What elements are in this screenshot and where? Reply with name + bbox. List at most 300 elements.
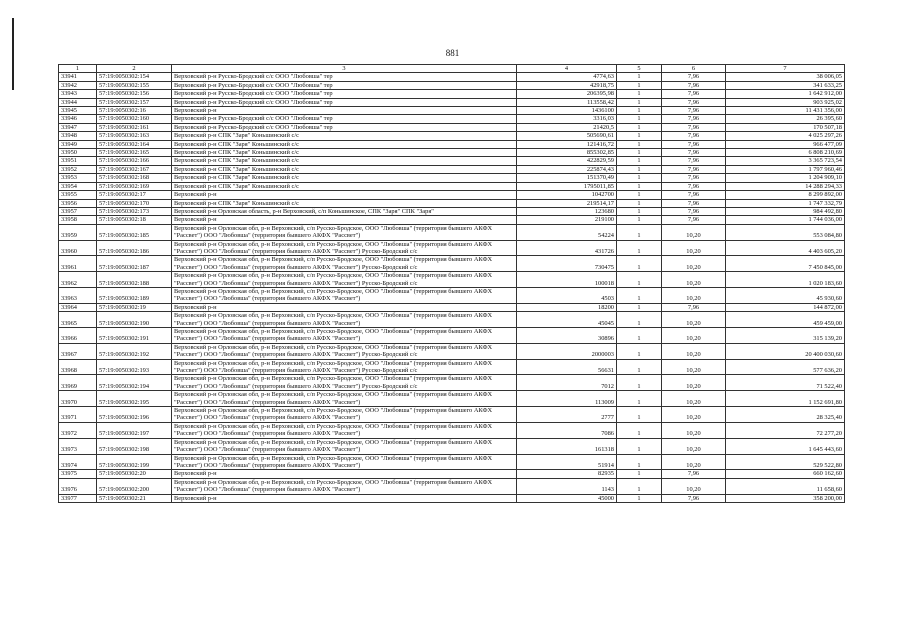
location-cell: Верховский р-н СПК "Заря" Коньшинский с/с: [172, 165, 517, 173]
record-number-cell: 33963: [59, 287, 97, 303]
location-cell: Верховский р-н Орловская обл, р-н Верховский, с/п Русско-Бродское, ООО "Любовша" (территория бывшего АКФХ "Рассвет") ООО "Любовша" (территория бывшего АКФХ "Рассвет") Русско-Бродский с/с: [172, 256, 517, 272]
area-cell: 1436100: [517, 107, 617, 115]
area-cell: 45000: [517, 494, 617, 502]
cadastral-number-cell: 57:19:0050302:187: [97, 256, 172, 272]
cadastral-number-cell: 57:19:0050302:193: [97, 359, 172, 375]
area-cell: 30896: [517, 328, 617, 344]
cadastral-number-cell: 57:19:0050302:157: [97, 98, 172, 106]
cadastral-value-cell: 8 299 892,00: [726, 191, 845, 199]
cadastral-number-cell: 57:19:0050302:154: [97, 73, 172, 81]
cadastral-value-cell: 11 431 356,00: [726, 107, 845, 115]
area-cell: 505690,61: [517, 132, 617, 140]
table-row: [59, 199, 845, 207]
rate-cell: 7,96: [662, 199, 726, 207]
area-cell: 855302,85: [517, 149, 617, 157]
cadastral-value-cell: 144 872,00: [726, 303, 845, 311]
area-cell: 18200: [517, 303, 617, 311]
table-row: [59, 256, 845, 272]
cadastral-value-cell: 45 930,60: [726, 287, 845, 303]
rate-cell: 7,96: [662, 216, 726, 224]
record-number-cell: 33969: [59, 375, 97, 391]
count-cell: 1: [617, 438, 662, 454]
table-row: [59, 165, 845, 173]
area-cell: 730475: [517, 256, 617, 272]
rate-cell: 10,20: [662, 454, 726, 470]
cadastral-number-cell: 57:19:0050302:168: [97, 174, 172, 182]
rate-cell: 10,20: [662, 287, 726, 303]
count-cell: 1: [617, 182, 662, 190]
rate-cell: 10,20: [662, 478, 726, 494]
count-cell: 1: [617, 391, 662, 407]
table-row: [59, 81, 845, 89]
cadastral-number-cell: 57:19:0050302:190: [97, 312, 172, 328]
area-cell: 1143: [517, 478, 617, 494]
header-cell: 7: [726, 65, 845, 73]
cadastral-value-cell: 966 477,09: [726, 140, 845, 148]
count-cell: 1: [617, 470, 662, 478]
table-row: [59, 494, 845, 502]
table-row: [59, 359, 845, 375]
table-row: [59, 191, 845, 199]
record-number-cell: 33948: [59, 132, 97, 140]
record-number-cell: 33951: [59, 157, 97, 165]
location-cell: Верховский р-н: [172, 494, 517, 502]
count-cell: 1: [617, 328, 662, 344]
area-cell: 121416,72: [517, 140, 617, 148]
record-number-cell: 33942: [59, 81, 97, 89]
cadastral-number-cell: 57:19:0050302:191: [97, 328, 172, 344]
count-cell: 1: [617, 149, 662, 157]
area-cell: 206395,98: [517, 90, 617, 98]
header-cell: 4: [517, 65, 617, 73]
table-row: [59, 391, 845, 407]
record-number-cell: 33977: [59, 494, 97, 502]
area-cell: 113558,42: [517, 98, 617, 106]
rate-cell: 7,96: [662, 207, 726, 215]
location-cell: Верховский р-н СПК "Заря" Коньшинский с/с: [172, 182, 517, 190]
table-row: [59, 240, 845, 256]
cadastral-value-cell: 11 658,60: [726, 478, 845, 494]
location-cell: Верховский р-н Орловская обл, р-н Верховский, с/п Русско-Бродское, ООО "Любовша" (территория бывшего АКФХ "Рассвет") ООО "Любовша" (территория бывшего АКФХ "Рассвет") Русско-Бродский с/с: [172, 272, 517, 288]
location-cell: Верховский р-н Орловская обл, р-н Верховский, с/п Русско-Бродское, ООО "Любовша" (территория бывшего АКФХ "Рассвет") ООО "Любовша" (территория бывшего АКФХ "Рассвет"): [172, 407, 517, 423]
cadastral-number-cell: 57:19:0050302:160: [97, 115, 172, 123]
rate-cell: 7,96: [662, 132, 726, 140]
cadastral-value-cell: 7 450 845,00: [726, 256, 845, 272]
cadastral-number-cell: 57:19:0050302:188: [97, 272, 172, 288]
area-cell: 2777: [517, 407, 617, 423]
area-cell: 161318: [517, 438, 617, 454]
cadastral-value-cell: 529 522,80: [726, 454, 845, 470]
cadastral-number-cell: 57:19:0050302:166: [97, 157, 172, 165]
location-cell: Верховский р-н СПК "Заря" Коньшинский с/с: [172, 149, 517, 157]
rate-cell: 7,96: [662, 182, 726, 190]
location-cell: Верховский р-н Русско-Бродский с/с ООО "Любовша" тер: [172, 98, 517, 106]
location-cell: Верховский р-н Орловская обл, р-н Верховский, с/п Русско-Бродское, ООО "Любовша" (территория бывшего АКФХ "Рассвет") ООО "Любовша" (территория бывшего АКФХ "Рассвет"): [172, 312, 517, 328]
cadastral-number-cell: 57:19:0050302:192: [97, 343, 172, 359]
count-cell: 1: [617, 256, 662, 272]
cadastral-value-cell: 26 395,60: [726, 115, 845, 123]
table-row: [59, 140, 845, 148]
location-cell: Верховский р-н СПК "Заря" Коньшинский с/с: [172, 132, 517, 140]
location-cell: Верховский р-н Русско-Бродский с/с ООО "Любовша" тер: [172, 81, 517, 89]
rate-cell: 7,96: [662, 191, 726, 199]
cadastral-value-cell: 1 642 912,00: [726, 90, 845, 98]
rate-cell: 7,96: [662, 90, 726, 98]
cadastral-value-cell: 38 006,05: [726, 73, 845, 81]
area-cell: 4774,63: [517, 73, 617, 81]
table-row: [59, 182, 845, 190]
area-cell: 123680: [517, 207, 617, 215]
cadastral-number-cell: 57:19:0050302:20: [97, 470, 172, 478]
count-cell: 1: [617, 240, 662, 256]
table-body: [59, 65, 845, 503]
table-row: [59, 407, 845, 423]
record-number-cell: 33943: [59, 90, 97, 98]
table-row: [59, 343, 845, 359]
rate-cell: 7,96: [662, 98, 726, 106]
table-row: [59, 90, 845, 98]
cadastral-value-cell: 1 152 691,80: [726, 391, 845, 407]
rate-cell: 10,20: [662, 272, 726, 288]
table-row: [59, 174, 845, 182]
table-row: [59, 98, 845, 106]
count-cell: 1: [617, 287, 662, 303]
rate-cell: 7,96: [662, 303, 726, 311]
count-cell: 1: [617, 165, 662, 173]
cadastral-value-cell: 577 636,20: [726, 359, 845, 375]
record-number-cell: 33945: [59, 107, 97, 115]
cadastral-value-cell: 20 400 030,60: [726, 343, 845, 359]
location-cell: Верховский р-н Орловская обл, р-н Верховский, с/п Русско-Бродское, ООО "Любовша" (территория бывшего АКФХ "Рассвет") ООО "Любовша" (территория бывшего АКФХ "Рассвет"): [172, 454, 517, 470]
table-row: [59, 287, 845, 303]
cadastral-value-cell: 315 139,20: [726, 328, 845, 344]
header-cell: 6: [662, 65, 726, 73]
header-cell: 3: [172, 65, 517, 73]
rate-cell: 10,20: [662, 422, 726, 438]
cadastral-number-cell: 57:19:0050302:156: [97, 90, 172, 98]
area-cell: 1042700: [517, 191, 617, 199]
count-cell: 1: [617, 272, 662, 288]
rate-cell: 7,96: [662, 81, 726, 89]
cadastral-number-cell: 57:19:0050302:200: [97, 478, 172, 494]
record-number-cell: 33965: [59, 312, 97, 328]
cadastral-number-cell: 57:19:0050302:16: [97, 107, 172, 115]
count-cell: 1: [617, 343, 662, 359]
cadastral-number-cell: 57:19:0050302:197: [97, 422, 172, 438]
record-number-cell: 33950: [59, 149, 97, 157]
area-cell: 219100: [517, 216, 617, 224]
cadastral-number-cell: 57:19:0050302:163: [97, 132, 172, 140]
location-cell: Верховский р-н Орловская область, р-н Верховский, с/п Коньшинское, СПК "Заря" СПК "Заря": [172, 207, 517, 215]
area-cell: 100018: [517, 272, 617, 288]
record-number-cell: 33966: [59, 328, 97, 344]
rate-cell: 7,96: [662, 470, 726, 478]
area-cell: 113009: [517, 391, 617, 407]
cadastral-number-cell: 57:19:0050302:185: [97, 224, 172, 240]
cadastral-number-cell: 57:19:0050302:161: [97, 123, 172, 131]
record-number-cell: 33973: [59, 438, 97, 454]
location-cell: Верховский р-н: [172, 107, 517, 115]
area-cell: 1795011,85: [517, 182, 617, 190]
cadastral-number-cell: 57:19:0050302:165: [97, 149, 172, 157]
cadastral-number-cell: 57:19:0050302:169: [97, 182, 172, 190]
count-cell: 1: [617, 216, 662, 224]
cadastral-value-cell: 1 744 036,00: [726, 216, 845, 224]
cadastral-value-cell: 358 200,00: [726, 494, 845, 502]
record-number-cell: 33944: [59, 98, 97, 106]
area-cell: 151370,49: [517, 174, 617, 182]
rate-cell: 10,20: [662, 256, 726, 272]
rate-cell: 10,20: [662, 438, 726, 454]
cadastral-value-cell: 71 522,40: [726, 375, 845, 391]
count-cell: 1: [617, 191, 662, 199]
location-cell: Верховский р-н: [172, 470, 517, 478]
count-cell: 1: [617, 375, 662, 391]
count-cell: 1: [617, 73, 662, 81]
location-cell: Верховский р-н Орловская обл, р-н Верховский, с/п Русско-Бродское, ООО "Любовша" (территория бывшего АКФХ "Рассвет") ООО "Любовша" (территория бывшего АКФХ "Рассвет") Русско-Бродский с/с: [172, 375, 517, 391]
cadastral-value-cell: 341 633,25: [726, 81, 845, 89]
header-cell: 5: [617, 65, 662, 73]
location-cell: Верховский р-н Орловская обл, р-н Верховский, с/п Русско-Бродское, ООО "Любовша" (территория бывшего АКФХ "Рассвет") ООО "Любовша" (территория бывшего АКФХ "Рассвет") Русско-Бродский с/с: [172, 343, 517, 359]
record-number-cell: 33962: [59, 272, 97, 288]
rate-cell: 7,96: [662, 174, 726, 182]
location-cell: Верховский р-н Орловская обл, р-н Верховский, с/п Русско-Бродское, ООО "Любовша" (территория бывшего АКФХ "Рассвет") ООО "Любовша" (территория бывшего АКФХ "Рассвет"): [172, 438, 517, 454]
location-cell: Верховский р-н СПК "Заря" Коньшинский с/с: [172, 157, 517, 165]
table-row: [59, 207, 845, 215]
table-row: [59, 107, 845, 115]
rate-cell: 10,20: [662, 312, 726, 328]
record-number-cell: 33946: [59, 115, 97, 123]
cadastral-value-cell: 4 403 605,20: [726, 240, 845, 256]
table-row: [59, 422, 845, 438]
cadastral-value-cell: 1 020 183,60: [726, 272, 845, 288]
rate-cell: 10,20: [662, 391, 726, 407]
count-cell: 1: [617, 303, 662, 311]
record-number-cell: 33956: [59, 199, 97, 207]
record-number-cell: 33953: [59, 174, 97, 182]
count-cell: 1: [617, 422, 662, 438]
record-number-cell: 33958: [59, 216, 97, 224]
table-row: [59, 224, 845, 240]
cadastral-number-cell: 57:19:0050302:173: [97, 207, 172, 215]
table-row: [59, 132, 845, 140]
count-cell: 1: [617, 224, 662, 240]
record-number-cell: 33947: [59, 123, 97, 131]
cadastral-value-cell: 984 492,80: [726, 207, 845, 215]
record-number-cell: 33960: [59, 240, 97, 256]
area-cell: 3316,03: [517, 115, 617, 123]
location-cell: Верховский р-н Орловская обл, р-н Верховский, с/п Русско-Бродское, ООО "Любовша" (территория бывшего АКФХ "Рассвет") ООО "Любовша" (территория бывшего АКФХ "Рассвет") Русско-Бродский с/с: [172, 359, 517, 375]
cadastral-number-cell: 57:19:0050302:194: [97, 375, 172, 391]
count-cell: 1: [617, 98, 662, 106]
cadastral-number-cell: 57:19:0050302:196: [97, 407, 172, 423]
record-number-cell: 33967: [59, 343, 97, 359]
rate-cell: 10,20: [662, 343, 726, 359]
table-row: [59, 73, 845, 81]
cadastral-number-cell: 57:19:0050302:170: [97, 199, 172, 207]
count-cell: 1: [617, 494, 662, 502]
table-row: [59, 470, 845, 478]
count-cell: 1: [617, 478, 662, 494]
area-cell: 431726: [517, 240, 617, 256]
count-cell: 1: [617, 407, 662, 423]
rate-cell: 7,96: [662, 107, 726, 115]
table-row: [59, 328, 845, 344]
rate-cell: 10,20: [662, 375, 726, 391]
table-row: [59, 454, 845, 470]
record-number-cell: 33941: [59, 73, 97, 81]
location-cell: Верховский р-н: [172, 216, 517, 224]
record-number-cell: 33949: [59, 140, 97, 148]
location-cell: Верховский р-н Русско-Бродский с/с ООО "Любовша" тер: [172, 115, 517, 123]
table-row: [59, 272, 845, 288]
page-number: 881: [445, 48, 460, 58]
rate-cell: 7,96: [662, 149, 726, 157]
count-cell: 1: [617, 199, 662, 207]
cadastral-value-cell: 1 645 443,60: [726, 438, 845, 454]
table-row: [59, 149, 845, 157]
record-number-cell: 33954: [59, 182, 97, 190]
location-cell: Верховский р-н СПК "Заря" Коньшинский с/с: [172, 140, 517, 148]
area-cell: 7086: [517, 422, 617, 438]
record-number-cell: 33955: [59, 191, 97, 199]
area-cell: 7012: [517, 375, 617, 391]
location-cell: Верховский р-н СПК "Заря" Коньшинский с/с: [172, 199, 517, 207]
area-cell: 21420,5: [517, 123, 617, 131]
location-cell: Верховский р-н СПК "Заря" Коньшинский с/с: [172, 174, 517, 182]
cadastral-value-cell: 14 288 294,33: [726, 182, 845, 190]
cadastral-number-cell: 57:19:0050302:195: [97, 391, 172, 407]
area-cell: 2000003: [517, 343, 617, 359]
count-cell: 1: [617, 81, 662, 89]
cadastral-value-cell: 553 084,80: [726, 224, 845, 240]
area-cell: 45045: [517, 312, 617, 328]
cadastral-value-cell: 72 277,20: [726, 422, 845, 438]
cadastral-number-cell: 57:19:0050302:17: [97, 191, 172, 199]
rate-cell: 7,96: [662, 165, 726, 173]
cadastral-number-cell: 57:19:0050302:21: [97, 494, 172, 502]
rate-cell: 7,96: [662, 140, 726, 148]
area-cell: 42918,75: [517, 81, 617, 89]
cadastral-value-cell: 170 507,18: [726, 123, 845, 131]
rate-cell: 10,20: [662, 328, 726, 344]
record-number-cell: 33975: [59, 470, 97, 478]
header-cell: 2: [97, 65, 172, 73]
area-cell: 219514,17: [517, 199, 617, 207]
table-row: [59, 478, 845, 494]
record-number-cell: 33968: [59, 359, 97, 375]
table-header-row: [59, 65, 845, 73]
record-number-cell: 33959: [59, 224, 97, 240]
rate-cell: 10,20: [662, 224, 726, 240]
count-cell: 1: [617, 207, 662, 215]
location-cell: Верховский р-н Орловская обл, р-н Верховский, с/п Русско-Бродское, ООО "Любовша" (территория бывшего АКФХ "Рассвет") ООО "Любовша" (территория бывшего АКФХ "Рассвет"): [172, 422, 517, 438]
record-number-cell: 33970: [59, 391, 97, 407]
location-cell: Верховский р-н Орловская обл, р-н Верховский, с/п Русско-Бродское, ООО "Любовша" (территория бывшего АКФХ "Рассвет") ООО "Любовша" (территория бывшего АКФХ "Рассвет"): [172, 478, 517, 494]
cadastral-table: [58, 64, 845, 503]
location-cell: Верховский р-н Орловская обл, р-н Верховский, с/п Русско-Бродское, ООО "Любовша" (территория бывшего АКФХ "Рассвет") ООО "Любовша" (территория бывшего АКФХ "Рассвет"): [172, 328, 517, 344]
count-cell: 1: [617, 107, 662, 115]
area-cell: 4503: [517, 287, 617, 303]
cadastral-value-cell: 1 797 960,46: [726, 165, 845, 173]
cadastral-number-cell: 57:19:0050302:198: [97, 438, 172, 454]
cadastral-number-cell: 57:19:0050302:164: [97, 140, 172, 148]
table-row: [59, 303, 845, 311]
count-cell: 1: [617, 157, 662, 165]
table-row: [59, 115, 845, 123]
cadastral-value-cell: 3 365 723,54: [726, 157, 845, 165]
record-number-cell: 33972: [59, 422, 97, 438]
rate-cell: 10,20: [662, 240, 726, 256]
cadastral-number-cell: 57:19:0050302:189: [97, 287, 172, 303]
cadastral-value-cell: 1 204 909,10: [726, 174, 845, 182]
area-cell: 54224: [517, 224, 617, 240]
location-cell: Верховский р-н Орловская обл, р-н Верховский, с/п Русско-Бродское, ООО "Любовша" (территория бывшего АКФХ "Рассвет") ООО "Любовша" (территория бывшего АКФХ "Рассвет"): [172, 224, 517, 240]
area-cell: 56631: [517, 359, 617, 375]
cadastral-value-cell: 660 162,60: [726, 470, 845, 478]
location-cell: Верховский р-н Орловская обл, р-н Верховский, с/п Русско-Бродское, ООО "Любовша" (территория бывшего АКФХ "Рассвет") ООО "Любовша" (территория бывшего АКФХ "Рассвет"): [172, 287, 517, 303]
location-cell: Верховский р-н Русско-Бродский с/с ООО "Любовша" тер: [172, 73, 517, 81]
rate-cell: 10,20: [662, 407, 726, 423]
count-cell: 1: [617, 174, 662, 182]
table-row: [59, 157, 845, 165]
cadastral-value-cell: 28 325,40: [726, 407, 845, 423]
table-row: [59, 312, 845, 328]
table-row: [59, 123, 845, 131]
count-cell: 1: [617, 90, 662, 98]
table-row: [59, 438, 845, 454]
cadastral-number-cell: 57:19:0050302:199: [97, 454, 172, 470]
cadastral-number-cell: 57:19:0050302:155: [97, 81, 172, 89]
rate-cell: 7,96: [662, 73, 726, 81]
count-cell: 1: [617, 115, 662, 123]
record-number-cell: 33957: [59, 207, 97, 215]
cadastral-value-cell: 903 925,02: [726, 98, 845, 106]
count-cell: 1: [617, 140, 662, 148]
rate-cell: 7,96: [662, 494, 726, 502]
location-cell: Верховский р-н Орловская обл, р-н Верховский, с/п Русско-Бродское, ООО "Любовша" (территория бывшего АКФХ "Рассвет") ООО "Любовша" (территория бывшего АКФХ "Рассвет"): [172, 391, 517, 407]
record-number-cell: 33976: [59, 478, 97, 494]
cadastral-value-cell: 1 747 332,79: [726, 199, 845, 207]
rate-cell: 7,96: [662, 157, 726, 165]
cadastral-number-cell: 57:19:0050302:186: [97, 240, 172, 256]
count-cell: 1: [617, 454, 662, 470]
cadastral-number-cell: 57:19:0050302:167: [97, 165, 172, 173]
count-cell: 1: [617, 132, 662, 140]
area-cell: 422829,59: [517, 157, 617, 165]
location-cell: Верховский р-н Русско-Бродский с/с ООО "Любовша" тер: [172, 123, 517, 131]
cadastral-number-cell: 57:19:0050302:18: [97, 216, 172, 224]
location-cell: Верховский р-н: [172, 303, 517, 311]
cadastral-number-cell: 57:19:0050302:19: [97, 303, 172, 311]
area-cell: 51914: [517, 454, 617, 470]
area-cell: 225874,43: [517, 165, 617, 173]
count-cell: 1: [617, 123, 662, 131]
rate-cell: 7,96: [662, 123, 726, 131]
location-cell: Верховский р-н Орловская обл, р-н Верховский, с/п Русско-Бродское, ООО "Любовша" (территория бывшего АКФХ "Рассвет") ООО "Любовша" (территория бывшего АКФХ "Рассвет") Русско-Бродский с/с: [172, 240, 517, 256]
area-cell: 82935: [517, 470, 617, 478]
count-cell: 1: [617, 359, 662, 375]
record-number-cell: 33971: [59, 407, 97, 423]
cadastral-value-cell: 459 459,00: [726, 312, 845, 328]
record-number-cell: 33964: [59, 303, 97, 311]
rate-cell: 10,20: [662, 359, 726, 375]
location-cell: Верховский р-н: [172, 191, 517, 199]
table-row: [59, 375, 845, 391]
cadastral-value-cell: 6 808 210,69: [726, 149, 845, 157]
rate-cell: 7,96: [662, 115, 726, 123]
location-cell: Верховский р-н Русско-Бродский с/с ООО "Любовша" тер: [172, 90, 517, 98]
